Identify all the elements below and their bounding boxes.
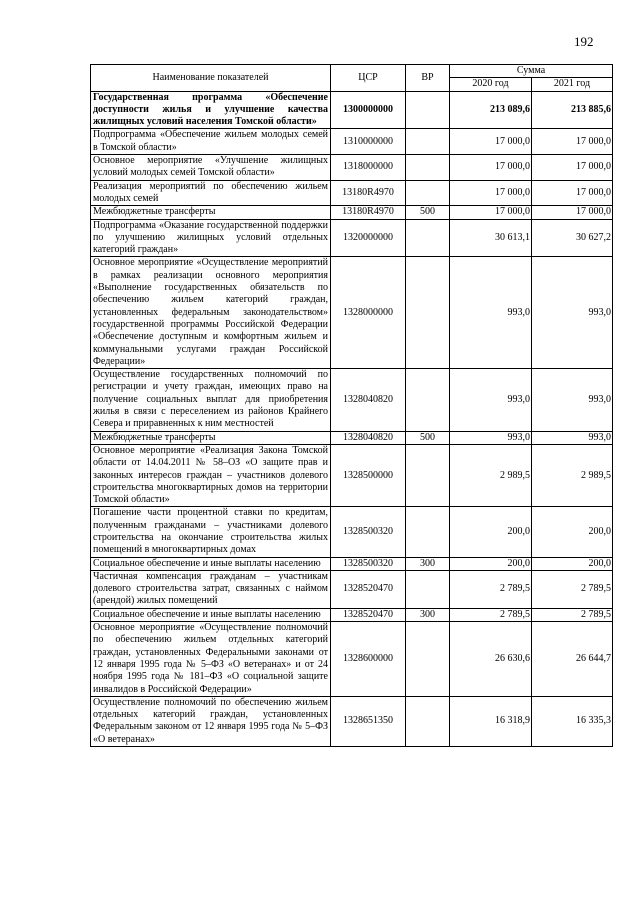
- row-code: 1328500320: [331, 507, 406, 557]
- row-name: Основное мероприятие «Осуществление полномочий по обеспечению жильем отдельных категорий граждан, установленных Федеральными законами от 12 января 1995 года № 5–ФЗ «О ветеранах» и от 24 ноября 1995 года № 181–ФЗ «О социальной защите инвалидов в Российской Федерации»: [91, 622, 331, 697]
- table-row: [91, 507, 613, 557]
- row-code: 1328040820: [331, 369, 406, 431]
- row-value-2020: 993,0: [450, 257, 532, 369]
- row-code: 1320000000: [331, 219, 406, 257]
- row-name: Социальное обеспечение и иные выплаты населению: [91, 608, 331, 621]
- row-value-2020: 17 000,0: [450, 180, 532, 206]
- row-code: 1328651350: [331, 696, 406, 746]
- row-value-2020: 26 630,6: [450, 622, 532, 697]
- table-row: [91, 257, 613, 369]
- row-code: 1300000000: [331, 91, 406, 129]
- table-row: [91, 129, 613, 155]
- row-name: Реализация мероприятий по обеспечению жильем молодых семей: [91, 180, 331, 206]
- row-value-2021: 993,0: [532, 431, 613, 444]
- row-vr: [406, 180, 450, 206]
- table-row: [91, 155, 613, 181]
- row-vr: 300: [406, 557, 450, 570]
- row-code: 1328040820: [331, 431, 406, 444]
- table-row: [91, 91, 613, 129]
- row-value-2020: 213 089,6: [450, 91, 532, 129]
- row-name: Государственная программа «Обеспечение доступности жилья и улучшение качества жилищных условий населения Томской области»: [91, 91, 331, 129]
- row-code: 1328520470: [331, 608, 406, 621]
- table-row: [91, 206, 613, 219]
- row-value-2020: 2 789,5: [450, 608, 532, 621]
- row-name: Основное мероприятие «Осуществление мероприятий в рамках реализации основного мероприятия «Выполнение государственных обязательств по обеспечению жильем категорий граждан, установленных федеральным законодательством» государственной программы Российской Федерации «Обеспечение доступным и комфортным жильем и коммунальными услугами граждан Российской Федерации»: [91, 257, 331, 369]
- row-code: 13180R4970: [331, 180, 406, 206]
- header-vr: ВР: [406, 65, 450, 92]
- row-value-2020: 200,0: [450, 557, 532, 570]
- row-value-2021: 2 789,5: [532, 608, 613, 621]
- row-value-2021: 17 000,0: [532, 155, 613, 181]
- row-vr: [406, 219, 450, 257]
- row-value-2021: 17 000,0: [532, 180, 613, 206]
- row-value-2020: 200,0: [450, 507, 532, 557]
- row-value-2021: 17 000,0: [532, 129, 613, 155]
- row-name: Основное мероприятие «Реализация Закона Томской области от 14.04.2011 № 58–ОЗ «О защите прав и законных интересов граждан – участников долевого строительства многоквартирных домов на территории Томской области»: [91, 444, 331, 506]
- row-code: 1328500320: [331, 557, 406, 570]
- row-value-2020: 993,0: [450, 369, 532, 431]
- row-value-2020: 17 000,0: [450, 206, 532, 219]
- row-vr: [406, 91, 450, 129]
- row-value-2020: 16 318,9: [450, 696, 532, 746]
- row-vr: [406, 155, 450, 181]
- row-value-2021: 30 627,2: [532, 219, 613, 257]
- table-row: [91, 369, 613, 431]
- row-value-2020: 17 000,0: [450, 129, 532, 155]
- row-code: 1328500000: [331, 444, 406, 506]
- row-vr: 500: [406, 206, 450, 219]
- row-vr: [406, 129, 450, 155]
- row-vr: [406, 369, 450, 431]
- row-code: 1328000000: [331, 257, 406, 369]
- table-row: [91, 696, 613, 746]
- row-code: 1310000000: [331, 129, 406, 155]
- table-row: [91, 570, 613, 608]
- row-value-2020: 993,0: [450, 431, 532, 444]
- header-2020: 2020 год: [450, 78, 532, 91]
- header-csr: ЦСР: [331, 65, 406, 92]
- row-value-2020: 2 989,5: [450, 444, 532, 506]
- table-row: [91, 431, 613, 444]
- budget-table: [90, 64, 613, 747]
- table-row: [91, 557, 613, 570]
- row-value-2020: 17 000,0: [450, 155, 532, 181]
- row-value-2020: 30 613,1: [450, 219, 532, 257]
- row-vr: [406, 507, 450, 557]
- row-name: Межбюджетные трансферты: [91, 206, 331, 219]
- row-vr: [406, 570, 450, 608]
- table-row: [91, 622, 613, 697]
- table-row: [91, 444, 613, 506]
- row-value-2021: 993,0: [532, 257, 613, 369]
- row-code: 13180R4970: [331, 206, 406, 219]
- row-code: 1328600000: [331, 622, 406, 697]
- row-vr: 300: [406, 608, 450, 621]
- row-value-2021: 993,0: [532, 369, 613, 431]
- row-name: Погашение части процентной ставки по кредитам, полученным гражданами – участниками долевого строительства на окончание строительства жилых помещений в многоквартирных домах: [91, 507, 331, 557]
- row-vr: [406, 622, 450, 697]
- row-name: Подпрограмма «Оказание государственной поддержки по улучшению жилищных условий отдельных категорий граждан»: [91, 219, 331, 257]
- page-number: 192: [574, 34, 594, 49]
- row-value-2021: 200,0: [532, 507, 613, 557]
- row-name: Подпрограмма «Обеспечение жильем молодых семей в Томской области»: [91, 129, 331, 155]
- row-name: Осуществление полномочий по обеспечению жильем отдельных категорий граждан, установленных Федеральным законом от 12 января 1995 года № 5–ФЗ «О ветеранах»: [91, 696, 331, 746]
- row-value-2021: 17 000,0: [532, 206, 613, 219]
- row-value-2021: 200,0: [532, 557, 613, 570]
- row-code: 1318000000: [331, 155, 406, 181]
- row-value-2020: 2 789,5: [450, 570, 532, 608]
- row-name: Основное мероприятие «Улучшение жилищных условий молодых семей Томской области»: [91, 155, 331, 181]
- row-value-2021: 213 885,6: [532, 91, 613, 129]
- header-name: Наименование показателей: [91, 65, 331, 92]
- row-value-2021: 16 335,3: [532, 696, 613, 746]
- row-name: Социальное обеспечение и иные выплаты населению: [91, 557, 331, 570]
- header-sum: Сумма: [450, 65, 613, 78]
- row-name: Осуществление государственных полномочий по регистрации и учету граждан, имеющих право на получение социальных выплат для приобретения жилья в связи с переселением из районов Крайнего Севера и приравненных к ним местностей: [91, 369, 331, 431]
- row-vr: [406, 696, 450, 746]
- row-vr: 500: [406, 431, 450, 444]
- table-row: [91, 180, 613, 206]
- row-name: Межбюджетные трансферты: [91, 431, 331, 444]
- row-vr: [406, 444, 450, 506]
- row-value-2021: 2 989,5: [532, 444, 613, 506]
- row-name: Частичная компенсация гражданам – участникам долевого строительства затрат, связанных с наймом (арендой) жилых помещений: [91, 570, 331, 608]
- row-value-2021: 2 789,5: [532, 570, 613, 608]
- row-code: 1328520470: [331, 570, 406, 608]
- row-value-2021: 26 644,7: [532, 622, 613, 697]
- header-2021: 2021 год: [532, 78, 613, 91]
- table-row: [91, 608, 613, 621]
- row-vr: [406, 257, 450, 369]
- table-row: [91, 219, 613, 257]
